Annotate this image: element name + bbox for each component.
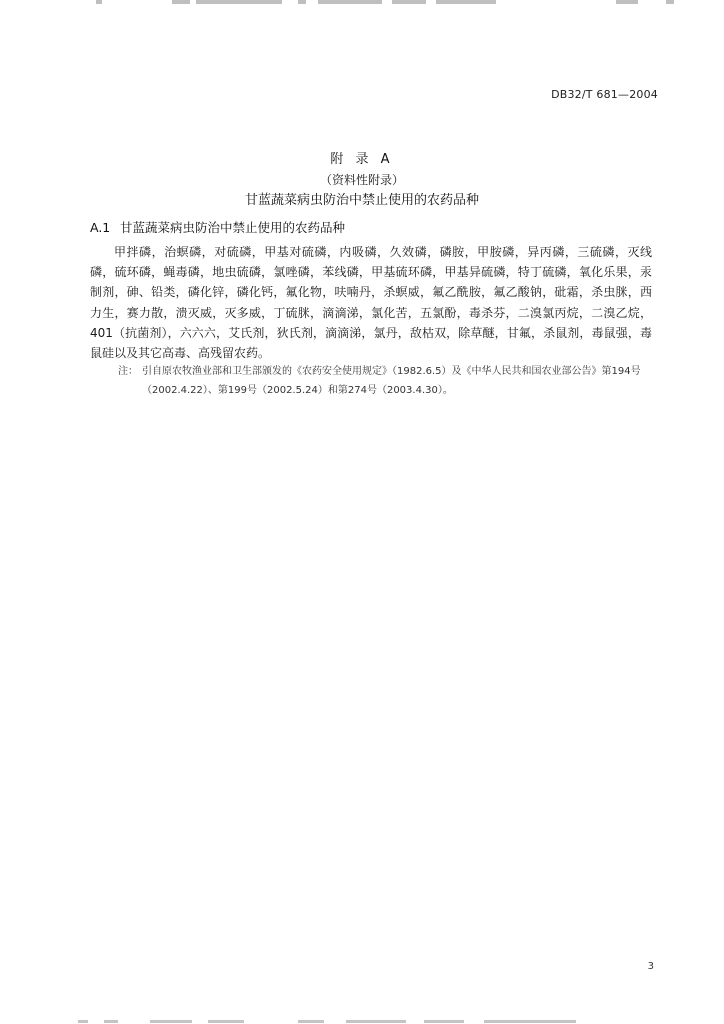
annex-title: 附 录 A (330, 152, 394, 167)
scan-artifact-bottom (0, 1019, 724, 1024)
section-title: 甘蓝蔬菜病虫防治中禁止使用的农药品种 (120, 220, 346, 235)
annex-heading: 甘蓝蔬菜病虫防治中禁止使用的农药品种 (244, 193, 479, 208)
section-number: A.1 (90, 220, 111, 235)
section-heading (90, 218, 345, 238)
page-number: 3 (647, 961, 654, 972)
note-label: 注： (118, 366, 138, 377)
annex-header (0, 150, 724, 211)
pesticide-list-paragraph: 甲拌磷，治螟磷，对硫磷，甲基对硫磷，内吸磷，久效磷，磷胺，甲胺磷，异丙磷，三硫磷，灭线磷，硫环磷，蝇毒磷，地虫硫磷，氯唑磷，苯线磷，甲基硫环磷，甲基异硫磷，特丁硫磷，氧化乐果，汞制剂，砷、铅类，磷化锌，磷化钙，氟化物，呋喃丹，杀螟威，氟乙酰胺，氟乙酸钠，砒霜，杀虫脒，西力生，赛力散，溃灭威，灭多威，丁硫脒，滴滴涕，氯化苦，五氯酚，毒杀芬，二溴氯丙烷，二溴乙烷，401（抗菌剂），六六六，艾氏剂，狄氏剂，滴滴涕，氯丹，敌枯双，除草醚，甘氟，杀鼠剂，毒鼠强，毒鼠硅以及其它高毒、高残留农药。 (90, 245, 652, 361)
note-text: 引自原农牧渔业部和卫生部颁发的《农药安全使用规定》（1982.6.5）及《中华人民共和国农业部公告》第194号（2002.4.22）、第199号（2002.5.24）和第274号（2003.4.30）。 (142, 366, 641, 396)
scan-artifact-top (0, 0, 724, 6)
annex-type: （资料性附录） (319, 173, 404, 187)
standard-code: DB32/T 681—2004 (551, 88, 658, 101)
footnote (118, 362, 658, 400)
